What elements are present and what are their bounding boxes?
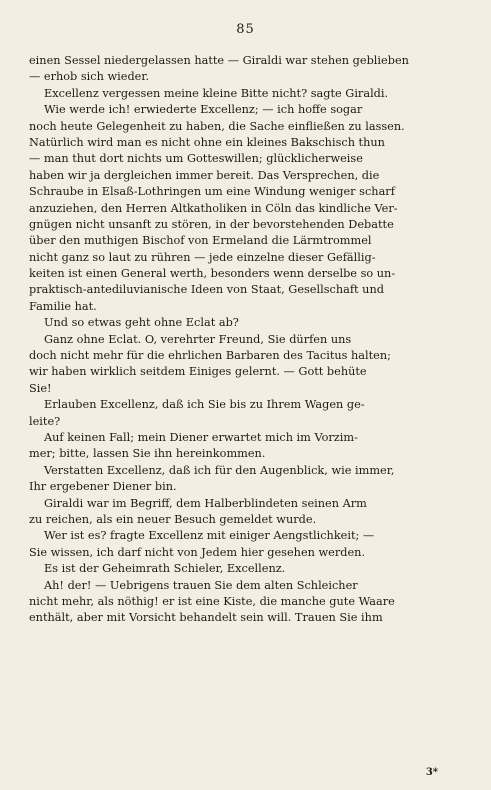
- text-line: mer; bitte, lassen Sie ihn hereinkommen.: [29, 447, 266, 461]
- printer-signature-mark: 3*: [425, 767, 438, 778]
- text-line: nicht ganz so laut zu rühren — jede einzelne dieser Gefällig-: [29, 250, 376, 264]
- text-line: einen Sessel niedergelassen hatte — Giraldi war stehen geblieben: [29, 54, 409, 67]
- text-line: Schraube in Elsaß-Lothringen um eine Windung weniger scharf: [29, 185, 395, 199]
- text-line: über den muthigen Bischof von Ermeland die Lärmtrommel: [29, 234, 372, 248]
- text-line: Erlauben Excellenz, daß ich Sie bis zu Ihrem Wagen ge-: [44, 398, 365, 412]
- text-line: Excellenz vergessen meine kleine Bitte nicht? sagte Giraldi.: [44, 86, 389, 100]
- text-line: — erhob sich wieder.: [29, 70, 150, 84]
- text-line: noch heute Gelegenheit zu haben, die Sache einfließen zu lassen.: [29, 119, 405, 133]
- body-text: [29, 53, 469, 627]
- text-line: Wer ist es? fragte Excellenz mit einiger Aengstlichkeit; —: [44, 529, 375, 543]
- text-line: Wie werde ich! erwiederte Excellenz; — ich hoffe sogar: [44, 103, 363, 117]
- text-line: wir haben wirklich seitdem Einiges gelernt. — Gott behüte: [29, 365, 367, 379]
- text-line: doch nicht mehr für die ehrlichen Barbaren des Tacitus halten;: [29, 349, 391, 363]
- text-line: nicht mehr, als nöthig! er ist eine Kiste, die manche gute Waare: [29, 594, 395, 608]
- text-line: keiten ist einen General werth, besonders wenn derselbe so un-: [29, 267, 396, 281]
- text-line: Ah! der! — Uebrigens trauen Sie dem alten Schleicher: [44, 578, 358, 592]
- text-line: zu reichen, als ein neuer Besuch gemeldet wurde.: [29, 512, 317, 526]
- text-line: gnügen nicht unsanft zu stören, in der bevorstehenden Debatte: [29, 217, 394, 231]
- text-line: Und so etwas geht ohne Eclat ab?: [44, 316, 239, 330]
- text-line: praktisch-antediluvianische Ideen von Staat, Gesellschaft und: [29, 283, 384, 297]
- text-line: Auf keinen Fall; mein Diener erwartet mich im Vorzim-: [44, 430, 358, 444]
- text-line: enthält, aber mit Vorsicht behandelt sein will. Trauen Sie ihm: [29, 611, 383, 625]
- text-line: Ihr ergebener Diener bin.: [29, 480, 177, 494]
- text-line: haben wir ja dergleichen immer bereit. Das Versprechen, die: [29, 168, 380, 182]
- text-line: Giraldi war im Begriff, dem Halberblindeten seinen Arm: [44, 496, 367, 510]
- text-line: Ganz ohne Eclat. O, verehrter Freund, Sie dürfen uns: [44, 332, 352, 346]
- text-line: Familie hat.: [29, 299, 97, 313]
- text-line: leite?: [29, 414, 61, 428]
- text-line: Sie wissen, ich darf nicht von Jedem hier gesehen werden.: [29, 545, 366, 559]
- text-line: Sie!: [29, 381, 52, 395]
- text-line: Es ist der Geheimrath Schieler, Excellenz.: [44, 562, 286, 576]
- text-line: Verstatten Excellenz, daß ich für den Augenblick, wie immer,: [44, 463, 395, 477]
- text-line: anzuziehen, den Herren Altkatholiken in Cöln das kindliche Ver-: [29, 201, 398, 215]
- page-number: 85: [236, 22, 255, 37]
- text-line: Natürlich wird man es nicht ohne ein kleines Bakschisch thun: [29, 135, 385, 149]
- text-line: — man thut dort nichts um Gotteswillen; glücklicherweise: [29, 152, 363, 166]
